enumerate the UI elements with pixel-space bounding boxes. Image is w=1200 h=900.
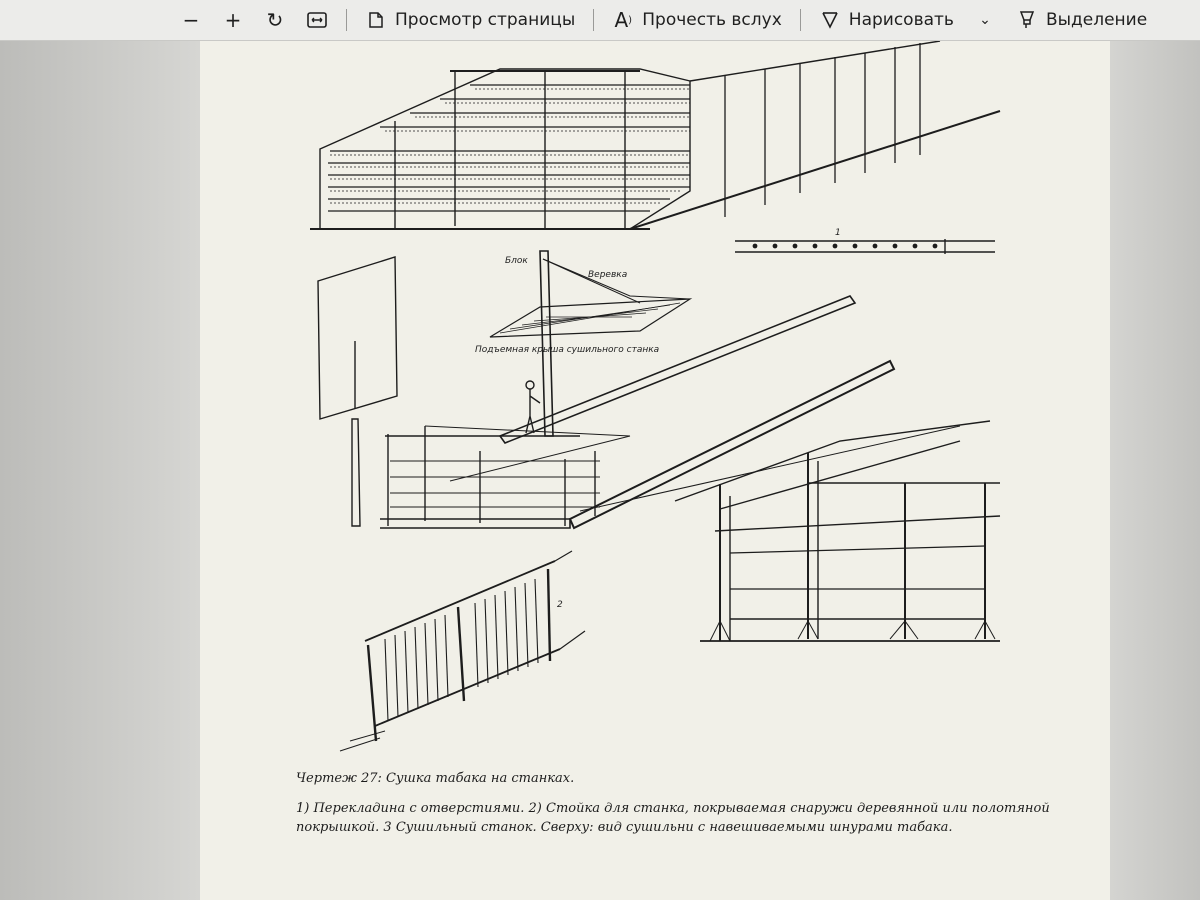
page-view-button[interactable] (355, 5, 585, 35)
figure-label-roof: Подъемная крыша сушильного станка (475, 345, 660, 355)
crossbar-with-holes-illustration (735, 239, 995, 254)
plus-icon: + (224, 8, 242, 32)
figure-label-2: 2 (557, 600, 563, 610)
read-aloud-icon: A ) (614, 8, 633, 32)
draw-label: Нарисовать (848, 10, 954, 30)
toolbar-separator (346, 9, 347, 31)
chevron-down-icon: ⌄ (979, 12, 991, 28)
read-aloud-label: Прочесть вслух (642, 10, 782, 30)
drying-rack-enclosure-illustration (380, 296, 960, 528)
highlight-label: Выделение (1045, 10, 1148, 30)
rotate-icon: ↻ (266, 8, 284, 32)
highlight-icon (1016, 9, 1038, 31)
fit-width-button[interactable] (296, 5, 338, 35)
figure-27-drawing (200, 41, 1110, 771)
viewer-background-left (0, 41, 200, 900)
figure-label-block: Блок (505, 256, 528, 266)
document-page (200, 41, 1110, 900)
toolbar-separator (800, 9, 801, 31)
draw-options-dropdown[interactable] (964, 5, 1006, 35)
figure-label-1: 1 (835, 228, 841, 238)
page-view-label: Просмотр страницы (395, 10, 576, 30)
page-view-icon (365, 9, 387, 31)
toolbar-separator (593, 9, 594, 31)
pdf-toolbar (0, 0, 1200, 41)
rotate-button[interactable] (254, 5, 296, 35)
minus-icon: − (182, 8, 200, 32)
fit-width-icon (306, 9, 328, 31)
zoom-out-button[interactable] (0, 5, 212, 35)
board-panel-illustration (318, 257, 397, 526)
figure-caption-title: Чертеж 27: Сушка табака на станках. (296, 771, 575, 786)
drying-house-illustration (310, 41, 1000, 229)
figure-label-rope: Веревка (588, 270, 628, 280)
viewer-background-right (1110, 41, 1200, 900)
figure-caption-body: 1) Перекладина с отверстиями. 2) Стойка для станка, покрываемая снаружи деревянной или полотяной покрышкой. 3 Сушильный станок. Сверху: вид сушильни с навешиваемыми шнурами табака. (296, 801, 1050, 835)
highlight-button[interactable] (1006, 5, 1157, 35)
read-aloud-button[interactable] (602, 5, 792, 35)
fence-rack-illustration (340, 551, 585, 751)
zoom-in-button[interactable] (212, 5, 254, 35)
draw-button[interactable] (809, 5, 964, 35)
draw-icon (819, 9, 841, 31)
